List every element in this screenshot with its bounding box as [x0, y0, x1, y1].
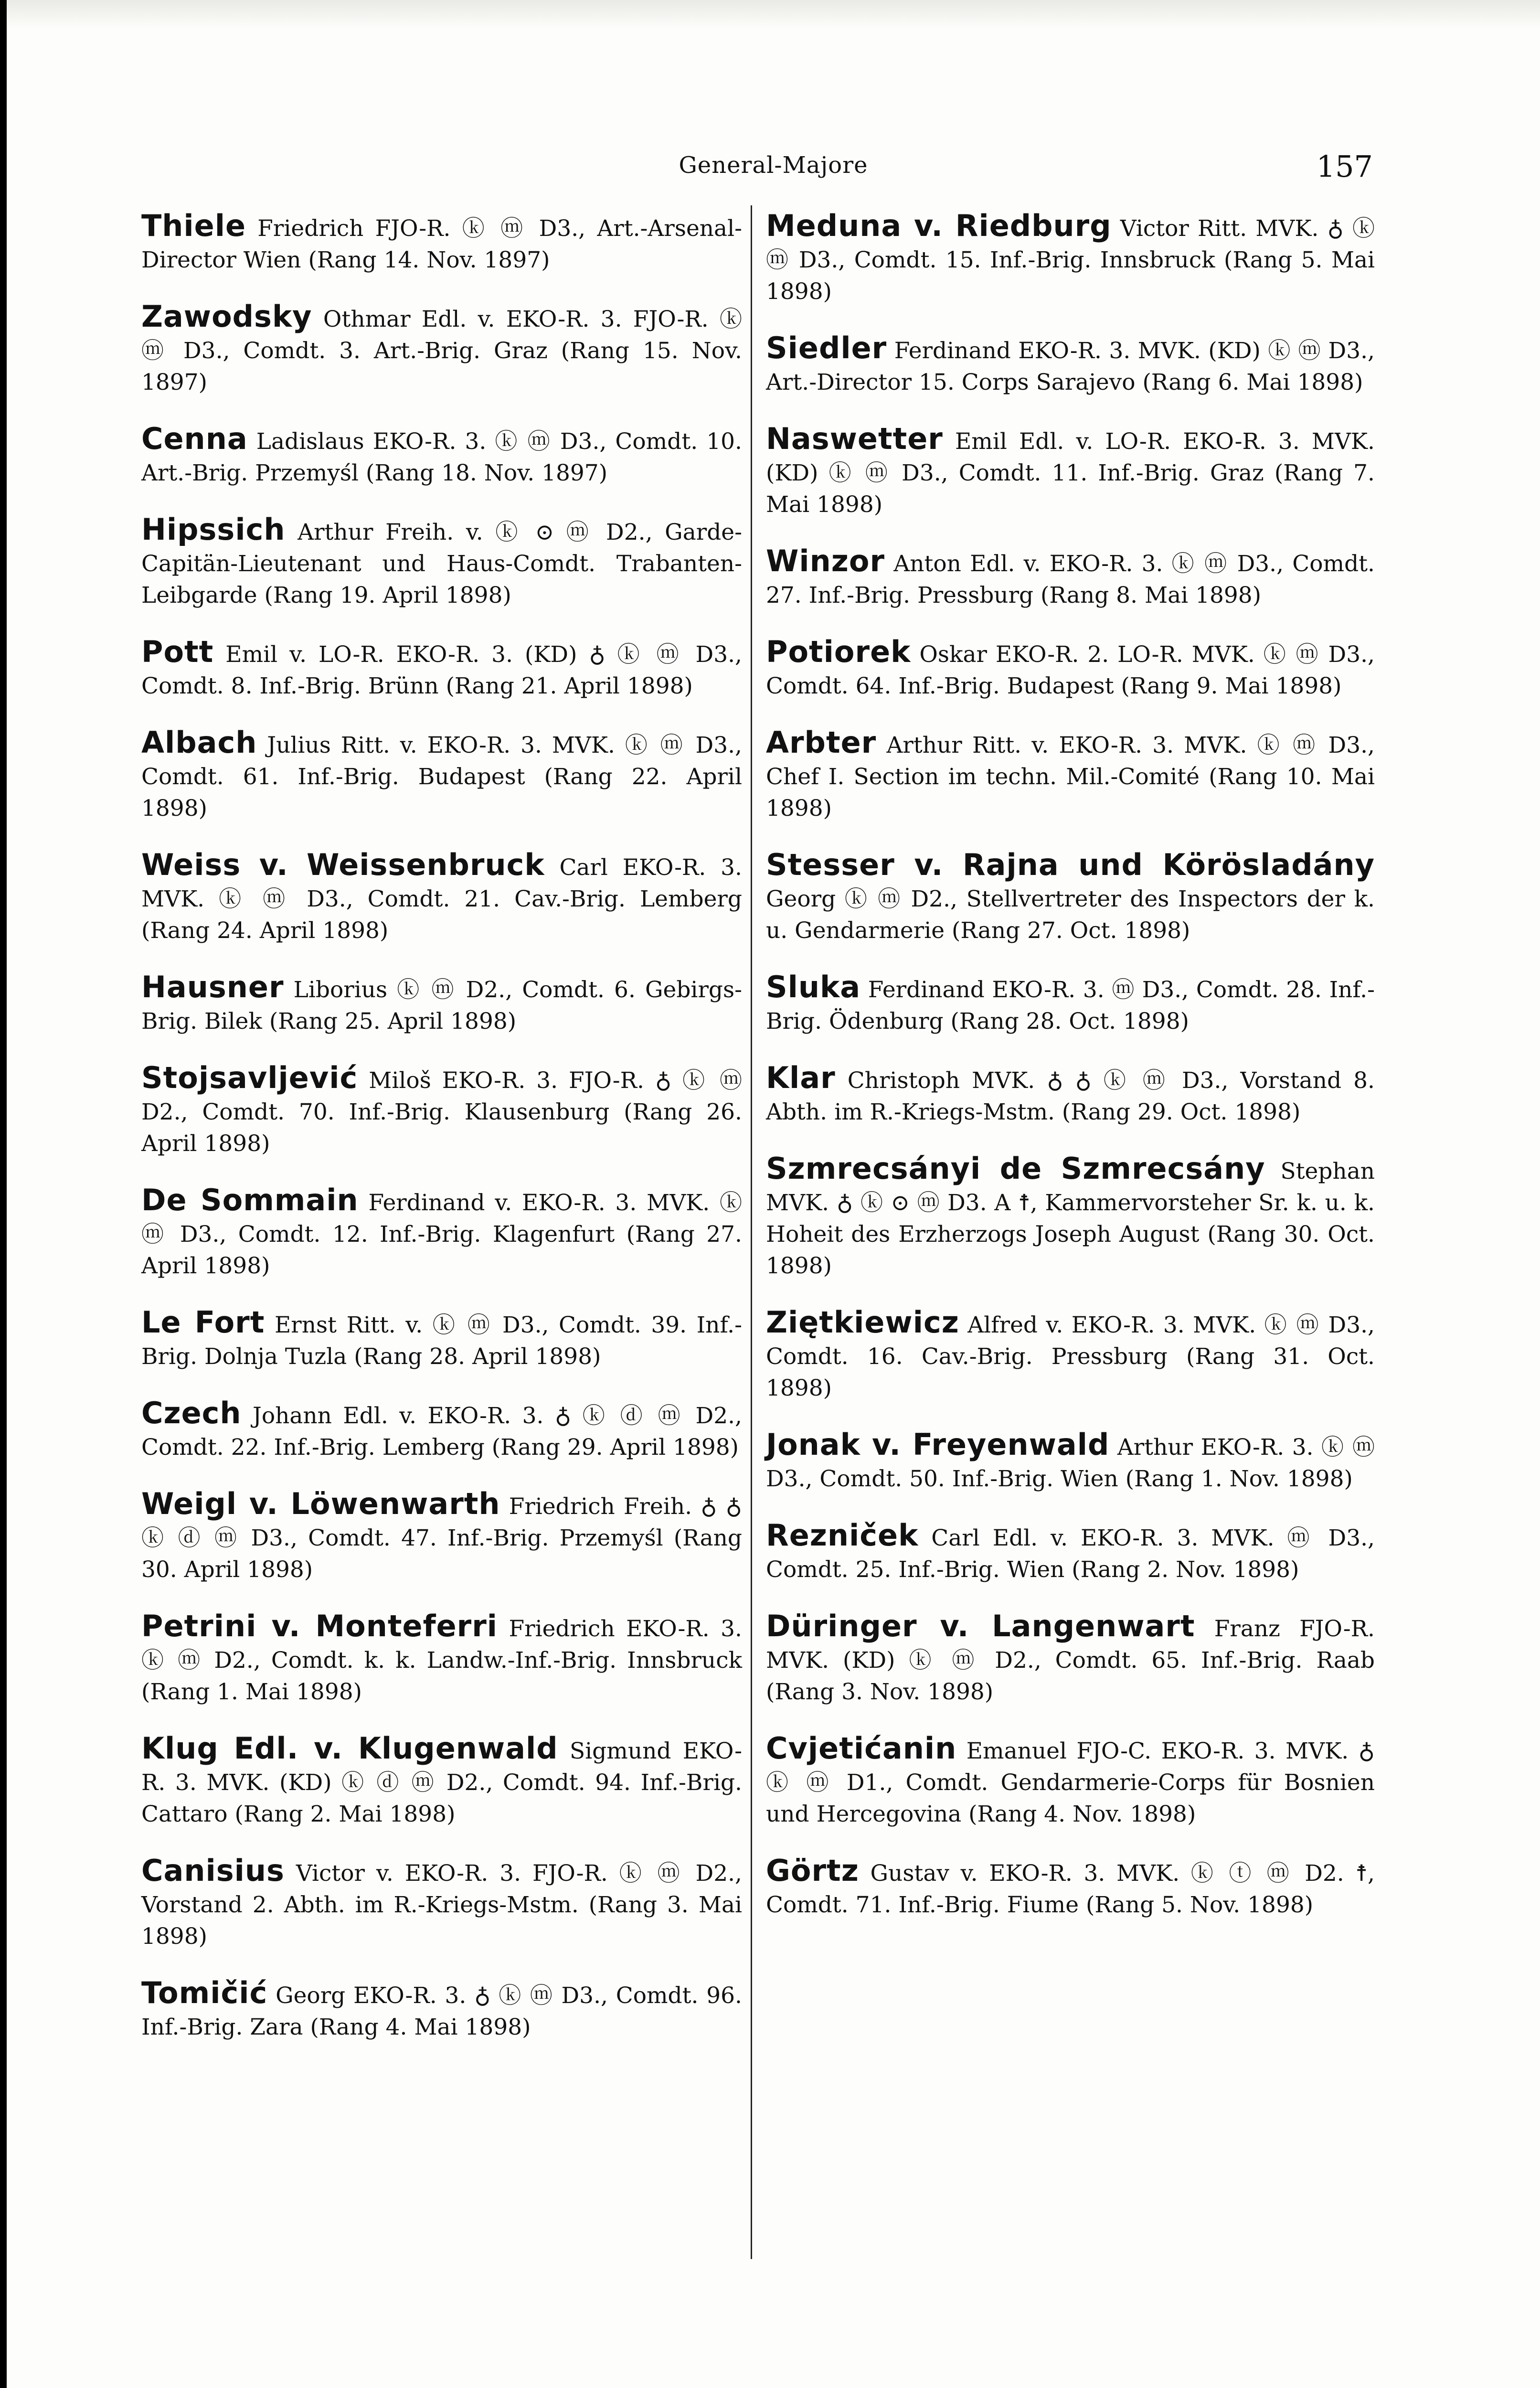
entry-name: Tomičić	[141, 1975, 268, 2010]
entry-text: Johann Edl. v. EKO-R. 3. ♁ ⓚ ⓓ ⓜ D2., Comdt. 22. Inf.-Brig. Lemberg (Rang 29. April 1898)	[141, 1403, 742, 1461]
entry-name: Potiorek	[766, 634, 911, 669]
page-top-edge	[7, 0, 1540, 29]
biography-entry	[141, 1733, 742, 1830]
entry-name: Stojsavljević	[141, 1060, 358, 1095]
biography-entry	[766, 1855, 1375, 1921]
page-header	[7, 149, 1540, 185]
entry-name: Hausner	[141, 970, 284, 1004]
biography-entry	[766, 1307, 1375, 1404]
entry-name: Weiss v. Weissenbruck	[141, 847, 545, 882]
entry-name: Hipssich	[141, 512, 286, 547]
entry-text: Oskar EKO-R. 2. LO-R. MVK. ⓚ ⓜ D3., Comdt. 64. Inf.-Brig. Budapest (Rang 9. Mai 1898)	[766, 641, 1375, 699]
entry-name: Pott	[141, 634, 214, 669]
entry-text: Emil Edl. v. LO-R. EKO-R. 3. MVK. (KD) ⓚ ⓜ D3., Comdt. 11. Inf.-Brig. Graz (Rang 7. Mai 1898)	[766, 428, 1375, 518]
biography-entry	[766, 971, 1375, 1037]
biography-entry	[766, 545, 1375, 611]
biography-entry	[141, 1307, 742, 1373]
entry-text: Anton Edl. v. EKO-R. 3. ⓚ ⓜ D3., Comdt. 27. Inf.-Brig. Pressburg (Rang 8. Mai 1898)	[766, 551, 1375, 608]
entry-name: Meduna v. Riedburg	[766, 208, 1112, 243]
entry-name: Arbter	[766, 725, 877, 760]
column-divider	[751, 205, 752, 2259]
biography-entry	[141, 849, 742, 947]
entry-name: Düringer v. Langenwart	[766, 1609, 1195, 1643]
entry-name: Zawodsky	[141, 299, 312, 334]
biography-entry	[141, 1977, 742, 2043]
entry-text: Ernst Ritt. v. ⓚ ⓜ D3., Comdt. 39. Inf.-Brig. Dolnja Tuzla (Rang 28. April 1898)	[141, 1312, 742, 1370]
left-column	[141, 210, 742, 2068]
biography-entry	[141, 423, 742, 489]
entry-name: Cvjetićanin	[766, 1731, 957, 1766]
entry-text: Arthur EKO-R. 3. ⓚ ⓜ D3., Comdt. 50. Inf.-Brig. Wien (Rang 1. Nov. 1898)	[766, 1434, 1375, 1492]
entry-text: Christoph MVK. ♁ ♁ ⓚ ⓜ D3., Vorstand 8. Abth. im R.-Kriegs-Mstm. (Rang 29. Oct. 1898)	[766, 1067, 1375, 1125]
biography-entry	[766, 423, 1375, 521]
entry-name: Canisius	[141, 1853, 285, 1888]
biography-entry	[141, 301, 742, 398]
entry-text: Arthur Ritt. v. EKO-R. 3. MVK. ⓚ ⓜ D3., Chef I. Section im techn. Mil.-Comité (Rang 10. Mai 1898)	[766, 732, 1375, 821]
entry-name: De Sommain	[141, 1183, 359, 1217]
entry-name: Czech	[141, 1396, 242, 1430]
entry-text: Liborius ⓚ ⓜ D2., Comdt. 6. Gebirgs-Brig. Bilek (Rang 25. April 1898)	[141, 977, 742, 1034]
entry-text: Sigmund EKO-R. 3. MVK. (KD) ⓚ ⓓ ⓜ D2., Comdt. 94. Inf.-Brig. Cattaro (Rang 2. Mai 1898)	[141, 1738, 742, 1827]
entry-text: Carl EKO-R. 3. MVK. ⓚ ⓜ D3., Comdt. 21. Cav.-Brig. Lemberg (Rang 24. April 1898)	[141, 854, 742, 944]
biography-entry	[766, 1733, 1375, 1830]
entry-text: Victor v. EKO-R. 3. FJO-R. ⓚ ⓜ D2., Vorstand 2. Abth. im R.-Kriegs-Mstm. (Rang 3. Mai 1898)	[141, 1860, 742, 1950]
entry-text: Friedrich FJO-R. ⓚ ⓜ D3., Art.-Arsenal-Director Wien (Rang 14. Nov. 1897)	[141, 215, 742, 273]
biography-entry	[766, 727, 1375, 824]
entry-name: Klar	[766, 1060, 836, 1095]
entry-text: Ferdinand EKO-R. 3. ⓜ D3., Comdt. 28. Inf.-Brig. Ödenburg (Rang 28. Oct. 1898)	[766, 977, 1375, 1034]
entry-text: Emanuel FJO-C. EKO-R. 3. MVK. ♁ ⓚ ⓜ D1., Comdt. Gendarmerie-Corps für Bosnien und Hercegovina (Rang 4. Nov. 1898)	[766, 1738, 1375, 1827]
entry-text: Alfred v. EKO-R. 3. MVK. ⓚ ⓜ D3., Comdt. 16. Cav.-Brig. Pressburg (Rang 31. Oct. 1898)	[766, 1312, 1375, 1401]
biography-entry	[766, 849, 1375, 947]
entry-text: Carl Edl. v. EKO-R. 3. MVK. ⓜ D3., Comdt. 25. Inf.-Brig. Wien (Rang 2. Nov. 1898)	[766, 1525, 1375, 1583]
running-head: General-Majore	[679, 152, 868, 179]
biography-entry	[141, 636, 742, 702]
entry-name: Winzor	[766, 544, 885, 578]
entry-text: Emil v. LO-R. EKO-R. 3. (KD) ♁ ⓚ ⓜ D3., Comdt. 8. Inf.-Brig. Brünn (Rang 21. April 1898)	[141, 641, 742, 699]
biography-entry	[766, 1610, 1375, 1708]
biography-entry	[766, 636, 1375, 702]
biography-entry	[141, 1062, 742, 1160]
entry-name: Sluka	[766, 970, 861, 1004]
entry-text: Georg EKO-R. 3. ♁ ⓚ ⓜ D3., Comdt. 96. Inf.-Brig. Zara (Rang 4. Mai 1898)	[141, 1983, 742, 2040]
entry-name: Cenna	[141, 421, 248, 456]
entry-name: Szmrecsányi de Szmrecsány	[766, 1151, 1265, 1186]
entry-text: Julius Ritt. v. EKO-R. 3. MVK. ⓚ ⓜ D3., Comdt. 61. Inf.-Brig. Budapest (Rang 22. April 1898)	[141, 732, 742, 821]
entry-name: Klug Edl. v. Klugenwald	[141, 1731, 558, 1766]
biography-entry	[141, 210, 742, 276]
entry-name: Naswetter	[766, 421, 943, 456]
entry-name: Le Fort	[141, 1305, 265, 1340]
entry-name: Görtz	[766, 1853, 859, 1888]
biography-entry	[141, 971, 742, 1037]
page-number: 157	[1316, 149, 1373, 184]
biography-entry	[141, 1184, 742, 1282]
entry-name: Thiele	[141, 208, 246, 243]
biography-entry	[766, 1429, 1375, 1495]
biography-entry	[141, 1610, 742, 1708]
entry-name: Ziętkiewicz	[766, 1305, 959, 1340]
entry-text: Georg ⓚ ⓜ D2., Stellvertreter des Inspectors der k. u. Gendarmerie (Rang 27. Oct. 1898)	[766, 886, 1375, 944]
biography-entry	[141, 1855, 742, 1952]
biography-entry	[141, 727, 742, 824]
entry-text: Friedrich EKO-R. 3. ⓚ ⓜ D2., Comdt. k. k. Landw.-Inf.-Brig. Innsbruck (Rang 1. Mai 1898)	[141, 1616, 742, 1705]
entry-text: Victor Ritt. MVK. ♁ ⓚ ⓜ D3., Comdt. 15. Inf.-Brig. Innsbruck (Rang 5. Mai 1898)	[766, 215, 1375, 305]
entry-name: Stesser v. Rajna und Körösladány	[766, 847, 1375, 882]
right-column	[766, 210, 1375, 1946]
entry-name: Jonak v. Freyenwald	[766, 1427, 1110, 1462]
entry-text: Franz FJO-R. MVK. (KD) ⓚ ⓜ D2., Comdt. 65. Inf.-Brig. Raab (Rang 3. Nov. 1898)	[766, 1616, 1375, 1705]
entry-name: Petrini v. Monteferri	[141, 1609, 498, 1643]
entry-name: Albach	[141, 725, 257, 760]
biography-entry	[141, 514, 742, 611]
entry-text: Stephan MVK. ♁ ⓚ ⊙ ⓜ D3. A ☨, Kammervorsteher Sr. k. u. k. Hoheit des Erzherzogs Joseph August (Rang 30. Oct. 1898)	[766, 1158, 1375, 1279]
entry-name: Weigl v. Löwenwarth	[141, 1486, 500, 1521]
entry-text: Ferdinand v. EKO-R. 3. MVK. ⓚ ⓜ D3., Comdt. 12. Inf.-Brig. Klagenfurt (Rang 27. April 1898)	[141, 1190, 742, 1279]
biography-entry	[766, 210, 1375, 308]
entry-text: Othmar Edl. v. EKO-R. 3. FJO-R. ⓚ ⓜ D3., Comdt. 3. Art.-Brig. Graz (Rang 15. Nov. 1897)	[141, 306, 742, 395]
biography-entry	[141, 1488, 742, 1586]
book-page	[7, 0, 1540, 2388]
entry-name: Rezniček	[766, 1518, 919, 1553]
entry-text: Gustav v. EKO-R. 3. MVK. ⓚ ⓣ ⓜ D2. ☨, Comdt. 71. Inf.-Brig. Fiume (Rang 5. Nov. 1898)	[766, 1860, 1375, 1918]
entry-name: Siedler	[766, 330, 887, 365]
biography-entry	[766, 1153, 1375, 1282]
biography-entry	[766, 1520, 1375, 1586]
entry-text: Miloš EKO-R. 3. FJO-R. ♁ ⓚ ⓜ D2., Comdt. 70. Inf.-Brig. Klausenburg (Rang 26. April 1898)	[141, 1067, 742, 1157]
entry-text: Friedrich Freih. ♁ ♁ ⓚ ⓓ ⓜ D3., Comdt. 47. Inf.-Brig. Przemyśl (Rang 30. April 1898)	[141, 1493, 742, 1583]
biography-entry	[766, 1062, 1375, 1128]
biography-entry	[766, 332, 1375, 398]
entry-text: Ladislaus EKO-R. 3. ⓚ ⓜ D3., Comdt. 10. Art.-Brig. Przemyśl (Rang 18. Nov. 1897)	[141, 428, 742, 486]
biography-entry	[141, 1397, 742, 1463]
entry-text: Ferdinand EKO-R. 3. MVK. (KD) ⓚ ⓜ D3., Art.-Director 15. Corps Sarajevo (Rang 6. Mai 1898)	[766, 338, 1375, 395]
entry-text: Arthur Freih. v. ⓚ ⊙ ⓜ D2., Garde-Capitän-Lieutenant und Haus-Comdt. Trabanten-Leibgarde (Rang 19. April 1898)	[141, 519, 742, 608]
